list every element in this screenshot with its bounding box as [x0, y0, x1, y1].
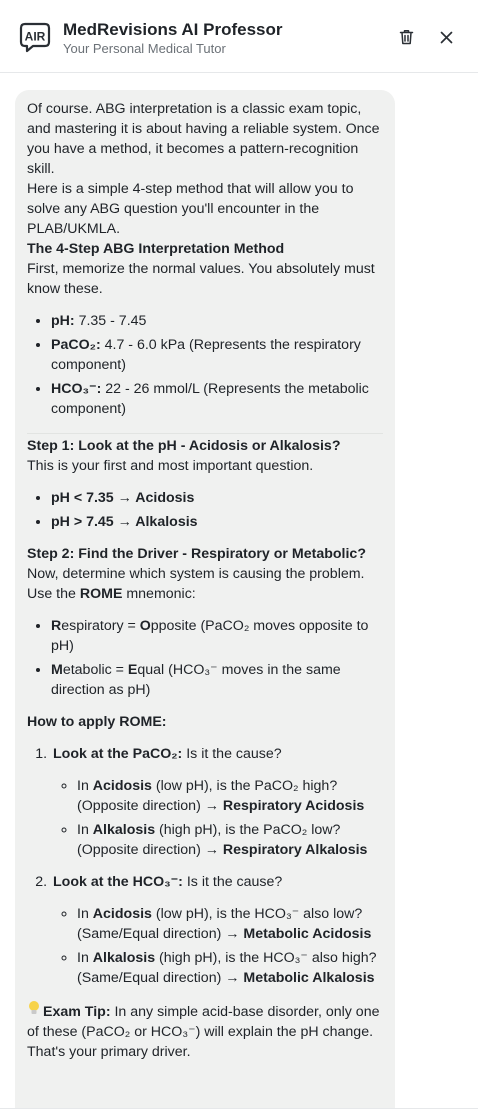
step1-title: Step 1: Look at the pH - Acidosis or Alkalosis?	[27, 438, 341, 454]
list-item: ◦ In Acidosis (low pH), is the HCO₃⁻ also low? (Same/Equal direction) → Metabolic Acidosis	[77, 904, 383, 944]
sub-list	[53, 776, 383, 860]
trash-icon	[399, 29, 414, 45]
method-title: The 4-Step ABG Interpretation Method	[27, 241, 285, 257]
close-icon	[440, 31, 453, 44]
message-intro: Of course. ABG interpretation is a classic exam topic, and mastering it is about having a reliable system. Once you have a method, it becomes a pattern-recognition skill.	[27, 101, 380, 177]
list-item: 2. Look at the HCO₃⁻: Is it the cause? ◦ In Acidosis (low pH), is the HCO₃⁻ also low? (Same/Equal direction) → Metabolic Acidosis ◦ In Alkalosis (high pH), is the HCO₃⁻ also high? (Same/Equal direction) → Metabolic Alkalosis	[51, 872, 383, 988]
list-item: • Metabolic = Equal (HCO₃⁻ moves in the same direction as pH)	[51, 660, 383, 700]
input-area-edge	[0, 1108, 478, 1113]
step1-text: This is your first and most important question.	[27, 458, 314, 474]
apply-rome-title: How to apply ROME:	[27, 714, 167, 730]
close-button[interactable]	[436, 27, 456, 47]
list-item: 1. Look at the PaCO₂: Is it the cause? ◦ In Acidosis (low pH), is the PaCO₂ high? (Opposite direction) → Respiratory Acidosis ◦ In Alkalosis (high pH), is the PaCO₂ low? (Opposite direction) → Respiratory Alkalosis	[51, 744, 383, 860]
list-item: • pH > 7.45 → Alkalosis	[51, 512, 383, 532]
brain-chat-logo	[18, 20, 52, 54]
list-item: ◦ In Alkalosis (high pH), is the HCO₃⁻ also high? (Same/Equal direction) → Metabolic Alkalosis	[77, 948, 383, 988]
app-subtitle: Your Personal Medical Tutor	[63, 41, 226, 56]
list-item: ◦ In Alkalosis (high pH), is the PaCO₂ low? (Opposite direction) → Respiratory Alkalosis	[77, 820, 383, 860]
step1-list	[27, 488, 383, 532]
normal-values-list	[27, 311, 383, 419]
list-item: • PaCO₂: 4.7 - 6.0 kPa (Represents the respiratory component)	[51, 335, 383, 375]
logo-text: AIR	[24, 29, 46, 44]
rome-list	[27, 616, 383, 700]
delete-chat-button[interactable]	[396, 27, 416, 47]
app-title: MedRevisions AI Professor	[63, 20, 283, 39]
normals-intro: First, memorize the normal values. You absolutely must know these.	[27, 261, 375, 297]
lightbulb-icon	[27, 1000, 43, 1022]
chat-header	[0, 0, 478, 73]
apply-rome-list	[27, 744, 383, 988]
sub-list	[53, 904, 383, 988]
list-item: ◦ In Acidosis (low pH), is the PaCO₂ high? (Opposite direction) → Respiratory Acidosis	[77, 776, 383, 816]
message-intro-2: Here is a simple 4-step method that will allow you to solve any ABG question you'll encounter in the PLAB/UKMLA.	[27, 181, 354, 237]
step2-text: Now, determine which system is causing the problem. Use the ROME mnemonic:	[27, 566, 365, 602]
list-item: • pH: 7.35 - 7.45	[51, 311, 383, 331]
list-item: • pH < 7.35 → Acidosis	[51, 488, 383, 508]
exam-tip: Exam Tip: In any simple acid-base disorder, only one of these (PaCO₂ or HCO₃⁻) will explain the pH change. That's your primary driver.	[27, 1000, 383, 1062]
list-item: • HCO₃⁻: 22 - 26 mmol/L (Represents the metabolic component)	[51, 379, 383, 419]
assistant-message	[15, 90, 395, 1112]
list-item: • Respiratory = Opposite (PaCO₂ moves opposite to pH)	[51, 616, 383, 656]
step2-title: Step 2: Find the Driver - Respiratory or Metabolic?	[27, 546, 366, 562]
divider	[27, 433, 383, 434]
